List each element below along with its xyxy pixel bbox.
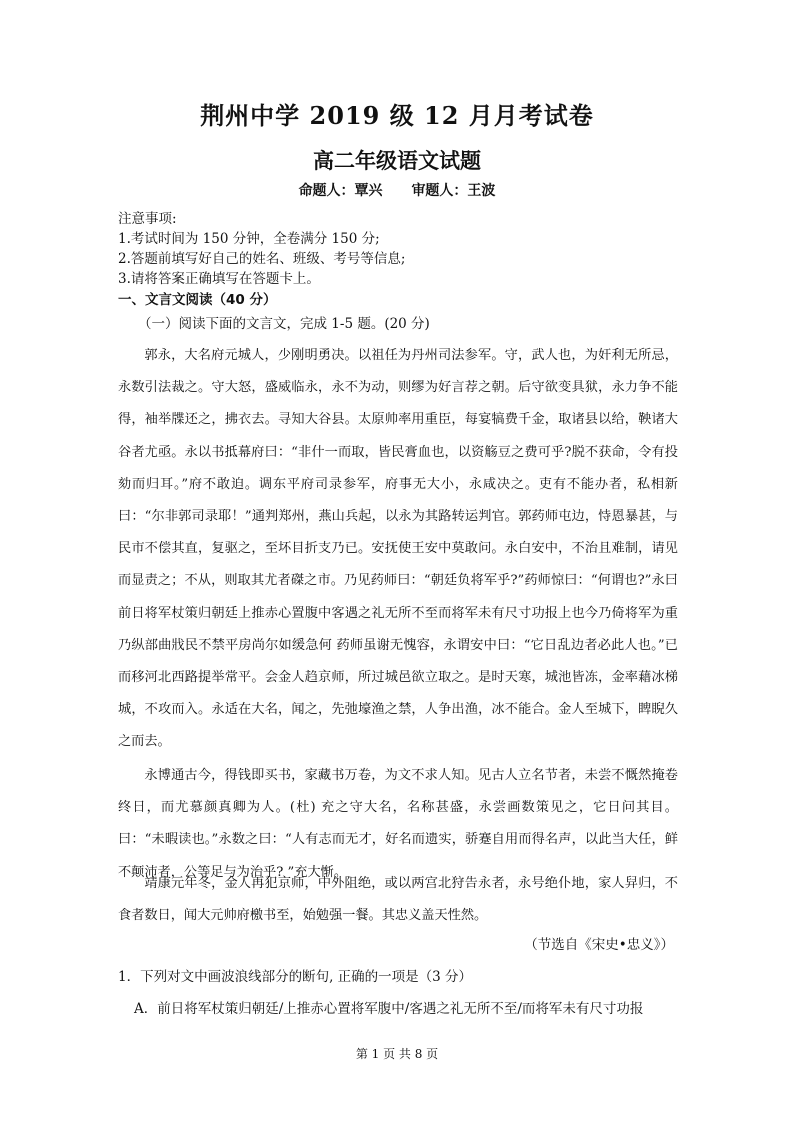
section-sub-heading: （一）阅读下面的文言文，完成 1-5 题。(20 分): [138, 316, 430, 332]
author-line: [0, 180, 794, 200]
exam-subtitle: 高二年级语文试题: [313, 148, 481, 173]
question-stem: 1．下列对文中画波浪线部分的断句, 正确的一项是（3 分）: [118, 969, 473, 985]
reviewer: 审题人：王波: [411, 183, 496, 199]
exam-title: 荆州中学 2019 级 12 月月考试卷: [200, 101, 594, 130]
notice-item: 1.考试时间为 150 分钟，全卷满分 150 分;: [118, 231, 380, 247]
page-footer: 第 1 页 共 8 页: [355, 1047, 439, 1061]
question-option: A．前日将军杖策归朝廷/上推赤心置将军腹中/客遇之礼无所不至/而将军未有尺寸功报: [134, 1001, 644, 1017]
notice-heading: 注意事项:: [118, 211, 177, 227]
notice-item: 3.请将答案正确填写在答题卡上。: [118, 271, 320, 287]
proposer: 命题人：覃兴: [298, 183, 383, 199]
section-heading: 一、文言文阅读（40 分）: [118, 292, 277, 308]
passage-paragraph: 靖康元年冬，金人再犯京师，中外阻绝，或以两宫北狩告永者，永号绝仆地，家人舁归，不食者数日，闻大元帅府檄书至，始勉强一餐。其忠义盖天性然。: [118, 876, 678, 924]
passage-paragraph: 郭永，大名府元城人，少刚明勇决。以祖任为丹州司法参军。守，武人也，为奸利无所忌，永数引法裁之。守大怒，盛威临永，永不为动，则缪为好言荐之朝。后守欲变具狱，永力争不能得，袖举牒还之，拂衣去。寻知大谷县。太原帅率用重臣，每宴犒费千金，取诸县以给，鞅诸大谷者尤亟。永以书抵幕府曰：“非什一而取，皆民膏血也，以资觞豆之费可乎?脱不获命，令有投劾而归耳。”府不敢迫。调东平府司录参军，府事无大小，永咸决之。吏有不能办者，私相新曰：“尔非郭司录耶！”通判郑州，燕山兵起，以永为其路转运判官。郭药师屯边，恃恩暴甚，与民市不偿其直，复驱之，至坏目折支乃已。安抚使王安中莫敢问。永白安中，不治且难制，请见而显责之；不从，则取其尤者磔之市。乃见药师曰：“朝廷负将军乎?”药师惊曰：“何谓也?”永曰 前日将军杖策归朝廷上推赤心置腹中客遇之礼无所不至而将军未有尺寸功报上也今乃倚将军为重乃纵部曲戕民不禁平房尚尔如缓急何 药师虽谢无愧容，永谓安中曰：“它日乱边者必此人也。”已而移河北西路提举常平。会金人趋京师，所过城邑欲立取之。是时天寒，城池皆冻，金率藉冰梯城，不攻而入。永适在大名，闻之，先弛壕渔之禁，人争出渔，冰不能合。金人至城下，睥睨久之而去。: [118, 348, 678, 750]
passage-source: （节选自《宋史•忠义》）: [524, 937, 674, 953]
passage-paragraph: 永博通古今，得钱即买书，家藏书万卷，为文不求人知。见古人立名节者，未尝不慨然掩卷终日，而尤慕颜真卿为人。(杜) 充之守大名，名称甚盛，永尝画数策见之，它日问其目。曰：“未暇读也。”永数之曰：“人有志而无才，好名而遗实，骄蹇自用而得名声，以此当大任，鲜不颠沛者，公等足与为治乎? ”充大惭。: [118, 768, 678, 880]
notice-item: 2.答题前填写好自己的姓名、班级、考号等信息;: [118, 251, 406, 267]
